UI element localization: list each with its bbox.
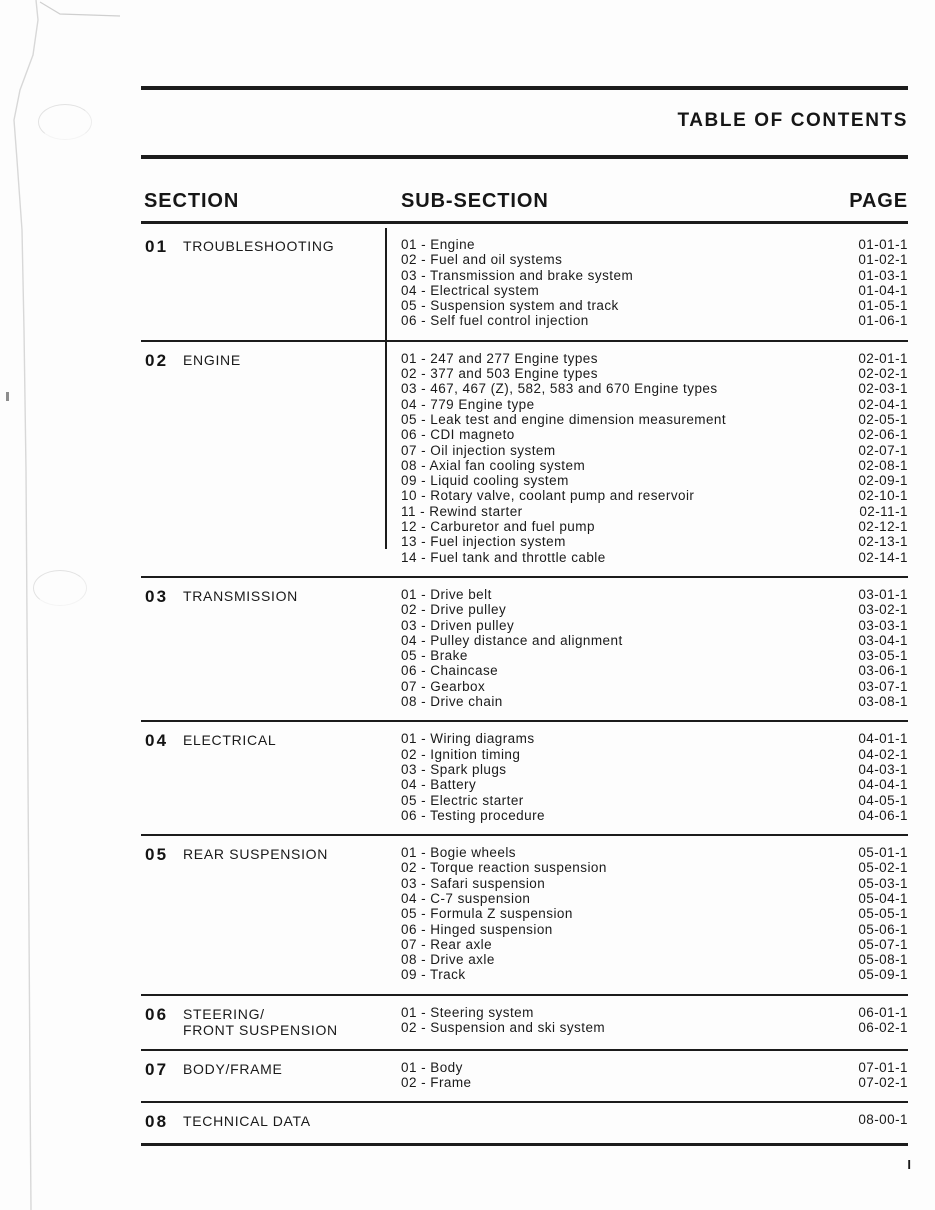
subsection-entry[interactable] xyxy=(401,777,908,792)
subsection-label: 04 - Electrical system xyxy=(401,282,540,298)
subsection-page: 05-04-1 xyxy=(858,890,908,906)
subsection-entry[interactable] xyxy=(401,808,908,823)
subsection-label: 09 - Track xyxy=(401,967,466,983)
subsection-label: 02 - Torque reaction suspension xyxy=(401,860,607,876)
subsection-entry[interactable] xyxy=(401,906,908,921)
subsection-cell xyxy=(385,578,908,720)
subsection-entry[interactable] xyxy=(401,412,908,427)
section-divider xyxy=(141,994,908,996)
subsection-page: 05-01-1 xyxy=(858,845,908,861)
subsection-entry[interactable] xyxy=(401,443,908,458)
subsection-label: 06 - CDI magneto xyxy=(401,427,515,443)
subsection-entry[interactable] xyxy=(401,602,908,617)
subsection-label: 03 - 467, 467 (Z), 582, 583 and 670 Engine types xyxy=(401,381,718,397)
subsection-page: 01-04-1 xyxy=(858,282,908,298)
subsection-page: 07-02-1 xyxy=(858,1075,908,1091)
subsection-page: 04-04-1 xyxy=(858,777,908,793)
section-divider xyxy=(141,1049,908,1051)
subsection-entry[interactable] xyxy=(401,762,908,777)
scan-speck xyxy=(6,392,9,401)
subsection-page: 01-05-1 xyxy=(858,298,908,314)
section-name: TROUBLESHOOTING xyxy=(183,238,335,254)
subsection-entry[interactable] xyxy=(401,1020,908,1035)
subsection-cell xyxy=(385,342,908,576)
subsection-label: 03 - Spark plugs xyxy=(401,761,507,777)
section-row[interactable] xyxy=(141,996,908,1049)
subsection-entry[interactable] xyxy=(401,694,908,709)
subsection-label: 02 - Drive pulley xyxy=(401,602,507,618)
subsection-label: 01 - Body xyxy=(401,1059,463,1075)
subsection-entry[interactable] xyxy=(401,891,908,906)
subsection-label: 02 - Suspension and ski system xyxy=(401,1020,606,1036)
column-header-subsection: SUB-SECTION xyxy=(401,190,549,212)
subsection-entry[interactable] xyxy=(401,679,908,694)
subsection-page: 04-03-1 xyxy=(858,761,908,777)
section-number: 04 xyxy=(145,731,169,751)
subsection-entry[interactable] xyxy=(401,1075,908,1090)
subsection-page: 05-06-1 xyxy=(858,921,908,937)
subsection-entry[interactable] xyxy=(401,747,908,762)
subsection-entry[interactable] xyxy=(401,381,908,396)
subsection-entry[interactable] xyxy=(401,534,908,549)
subsection-label: 07 - Gearbox xyxy=(401,678,486,694)
subsection-page: 02-03-1 xyxy=(858,381,908,397)
section-row[interactable] xyxy=(141,1103,908,1143)
subsection-label xyxy=(401,1112,421,1127)
subsection-page: 05-03-1 xyxy=(858,875,908,891)
subsection-page: 02-14-1 xyxy=(858,549,908,565)
section-cell xyxy=(141,836,385,876)
subsection-page: 01-01-1 xyxy=(858,237,908,252)
page-edge-artifact xyxy=(0,0,120,1210)
subsection-label: 05 - Leak test and engine dimension measurement xyxy=(401,411,727,427)
subsection-page: 02-07-1 xyxy=(858,442,908,458)
subsection-page: 06-01-1 xyxy=(858,1004,908,1020)
subsection-label: 01 - Bogie wheels xyxy=(401,845,516,861)
subsection-page: 05-02-1 xyxy=(858,860,908,876)
section-cell xyxy=(141,578,385,618)
contents-table xyxy=(141,228,908,1146)
subsection-page: 03-07-1 xyxy=(858,678,908,694)
subsection-page: 04-05-1 xyxy=(858,792,908,808)
subsection-entry[interactable] xyxy=(401,1060,908,1075)
subsection-entry[interactable] xyxy=(401,1005,908,1020)
subsection-label: 06 - Hinged suspension xyxy=(401,921,553,937)
subsection-label: 01 - 247 and 277 Engine types xyxy=(401,350,598,366)
subsection-page: 02-10-1 xyxy=(858,488,908,504)
binder-hole-icon xyxy=(38,104,92,140)
subsection-label: 02 - Frame xyxy=(401,1075,472,1091)
subsection-label: 14 - Fuel tank and throttle cable xyxy=(401,549,606,565)
subsection-label: 12 - Carburetor and fuel pump xyxy=(401,519,595,535)
subsection-label: 03 - Transmission and brake system xyxy=(401,267,634,283)
subsection-label: 02 - 377 and 503 Engine types xyxy=(401,366,598,382)
section-divider xyxy=(141,576,908,578)
section-number: 02 xyxy=(145,350,169,370)
subsection-entry[interactable] xyxy=(401,488,908,503)
subsection-cell xyxy=(385,1051,908,1102)
subsection-page: 02-06-1 xyxy=(858,427,908,443)
subsection-page: 08-00-1 xyxy=(858,1112,908,1128)
subsection-entry[interactable] xyxy=(401,793,908,808)
subsection-page: 03-08-1 xyxy=(858,694,908,710)
subsection-entry[interactable] xyxy=(401,550,908,565)
section-cell xyxy=(141,1051,385,1091)
subsection-entry[interactable] xyxy=(401,519,908,534)
subsection-page: 03-01-1 xyxy=(858,586,908,602)
subsection-label: 13 - Fuel injection system xyxy=(401,534,566,550)
subsection-label: 05 - Electric starter xyxy=(401,792,524,808)
section-number: 06 xyxy=(145,1004,169,1024)
subsection-label: 01 - Engine xyxy=(401,237,475,252)
subsection-page: 04-02-1 xyxy=(858,746,908,762)
subsection-label: 02 - Fuel and oil systems xyxy=(401,252,563,268)
subsection-page: 02-04-1 xyxy=(858,396,908,412)
section-number: 01 xyxy=(145,237,169,256)
section-divider xyxy=(141,1143,908,1146)
subsection-entry[interactable] xyxy=(401,618,908,633)
subsection-entry[interactable] xyxy=(401,252,908,267)
subsection-cell xyxy=(385,228,908,340)
column-header-rule xyxy=(141,221,908,224)
subsection-page: 04-01-1 xyxy=(858,731,908,747)
subsection-label: 03 - Driven pulley xyxy=(401,617,515,633)
subsection-page: 01-03-1 xyxy=(858,267,908,283)
subsection-page: 03-06-1 xyxy=(858,663,908,679)
subsection-entry[interactable] xyxy=(401,967,908,982)
subsection-entry[interactable] xyxy=(401,1112,908,1127)
subsection-entry[interactable] xyxy=(401,351,908,366)
subsection-page: 05-09-1 xyxy=(858,967,908,983)
section-divider xyxy=(141,834,908,836)
subsection-page: 03-04-1 xyxy=(858,632,908,648)
section-name-line: FRONT SUSPENSION xyxy=(183,1021,338,1038)
subsection-page: 02-13-1 xyxy=(858,534,908,550)
subsection-label: 01 - Wiring diagrams xyxy=(401,731,535,747)
subsection-label: 04 - C-7 suspension xyxy=(401,890,531,906)
subsection-label: 11 - Rewind starter xyxy=(401,503,523,519)
subsection-page: 01-02-1 xyxy=(858,252,908,268)
section-number: 05 xyxy=(145,845,169,865)
section-name: BODY/FRAME xyxy=(183,1060,283,1077)
subsection-entry[interactable] xyxy=(401,952,908,967)
subsection-entry[interactable] xyxy=(401,298,908,313)
subsection-cell xyxy=(385,722,908,834)
subsection-entry[interactable] xyxy=(401,427,908,442)
binder-hole-icon xyxy=(33,570,87,606)
section-row[interactable] xyxy=(141,1051,908,1102)
subsection-label: 04 - Battery xyxy=(401,777,477,793)
subsection-label: 08 - Axial fan cooling system xyxy=(401,457,586,473)
subsection-entry[interactable] xyxy=(401,922,908,937)
subsection-cell xyxy=(385,1103,908,1138)
subsection-page: 03-02-1 xyxy=(858,602,908,618)
subsection-page: 04-06-1 xyxy=(858,807,908,823)
subsection-cell xyxy=(385,996,908,1047)
subsection-label: 09 - Liquid cooling system xyxy=(401,473,569,489)
subsection-entry[interactable] xyxy=(401,397,908,412)
subsection-cell xyxy=(385,836,908,994)
header-rule-top xyxy=(141,86,908,90)
subsection-label: 07 - Rear axle xyxy=(401,936,493,952)
section-number: 08 xyxy=(145,1112,169,1132)
subsection-page: 02-02-1 xyxy=(858,366,908,382)
section-cell xyxy=(141,996,385,1049)
subsection-label: 02 - Ignition timing xyxy=(401,746,521,762)
section-row[interactable] xyxy=(141,836,908,994)
page-title: TABLE OF CONTENTS xyxy=(677,110,908,131)
subsection-entry[interactable] xyxy=(401,937,908,952)
subsection-entry[interactable] xyxy=(401,504,908,519)
section-number: 03 xyxy=(145,586,169,606)
section-cell xyxy=(141,228,385,268)
section-cell xyxy=(141,722,385,762)
section-name: ENGINE xyxy=(183,351,241,368)
section-row[interactable] xyxy=(141,342,908,576)
subsection-page: 02-12-1 xyxy=(858,519,908,535)
subsection-label: 05 - Brake xyxy=(401,648,468,664)
subsection-entry[interactable] xyxy=(401,633,908,648)
column-header-section: SECTION xyxy=(144,190,240,212)
subsection-label: 08 - Drive axle xyxy=(401,952,495,968)
column-header-page: PAGE xyxy=(849,190,908,212)
subsection-label: 08 - Drive chain xyxy=(401,694,503,710)
section-name: TECHNICAL DATA xyxy=(183,1113,311,1130)
subsection-page: 07-01-1 xyxy=(858,1059,908,1075)
subsection-page: 05-08-1 xyxy=(858,952,908,968)
subsection-page: 05-07-1 xyxy=(858,936,908,952)
section-name xyxy=(183,1005,338,1038)
subsection-label: 06 - Chaincase xyxy=(401,663,499,679)
subsection-label: 01 - Drive belt xyxy=(401,586,492,602)
section-divider xyxy=(141,340,908,342)
subsection-label: 04 - Pulley distance and alignment xyxy=(401,632,623,648)
section-cell xyxy=(141,1103,385,1143)
subsection-entry[interactable] xyxy=(401,876,908,891)
subsection-label: 04 - 779 Engine type xyxy=(401,396,535,412)
subsection-page: 03-03-1 xyxy=(858,617,908,633)
subsection-page: 03-05-1 xyxy=(858,648,908,664)
subsection-entry[interactable] xyxy=(401,587,908,602)
subsection-entry[interactable] xyxy=(401,458,908,473)
subsection-label: 01 - Steering system xyxy=(401,1004,534,1020)
section-row[interactable] xyxy=(141,578,908,720)
section-name: ELECTRICAL xyxy=(183,732,277,749)
subsection-label: 06 - Self fuel control injection xyxy=(401,313,589,329)
section-number: 07 xyxy=(145,1059,169,1079)
subsection-entry[interactable] xyxy=(401,731,908,746)
subsection-entry[interactable] xyxy=(401,268,908,283)
section-name-line: STEERING/ xyxy=(183,1005,265,1022)
subsection-page: 06-02-1 xyxy=(858,1020,908,1036)
section-name: TRANSMISSION xyxy=(183,587,298,604)
subsection-label: 06 - Testing procedure xyxy=(401,807,545,823)
subsection-entry[interactable] xyxy=(401,845,908,860)
subsection-entry[interactable] xyxy=(401,313,908,328)
subsection-page: 02-11-1 xyxy=(859,503,908,519)
subsection-label: 07 - Oil injection system xyxy=(401,442,556,458)
section-divider xyxy=(141,720,908,722)
section-row[interactable] xyxy=(141,722,908,834)
subsection-page: 01-06-1 xyxy=(858,313,908,329)
subsection-label: 05 - Formula Z suspension xyxy=(401,906,573,922)
page-folio: I xyxy=(907,1157,911,1172)
subsection-entry[interactable] xyxy=(401,648,908,663)
subsection-entry[interactable] xyxy=(401,663,908,678)
subsection-page: 02-05-1 xyxy=(858,411,908,427)
subsection-page: 02-01-1 xyxy=(858,350,908,366)
subsection-page: 05-05-1 xyxy=(858,906,908,922)
subsection-page: 02-09-1 xyxy=(858,473,908,489)
section-row[interactable] xyxy=(141,228,908,340)
subsection-entry[interactable] xyxy=(401,283,908,298)
subsection-label: 10 - Rotary valve, coolant pump and reservoir xyxy=(401,488,695,504)
section-divider xyxy=(141,1101,908,1103)
subsection-entry[interactable] xyxy=(401,860,908,875)
section-cell xyxy=(141,342,385,382)
subsection-label: 05 - Suspension system and track xyxy=(401,298,619,314)
subsection-entry[interactable] xyxy=(401,473,908,488)
section-name: REAR SUSPENSION xyxy=(183,846,329,863)
header-rule-bottom xyxy=(141,155,908,159)
subsection-entry[interactable] xyxy=(401,366,908,381)
subsection-entry[interactable] xyxy=(401,237,908,252)
subsection-label: 03 - Safari suspension xyxy=(401,875,546,891)
subsection-page: 02-08-1 xyxy=(858,457,908,473)
